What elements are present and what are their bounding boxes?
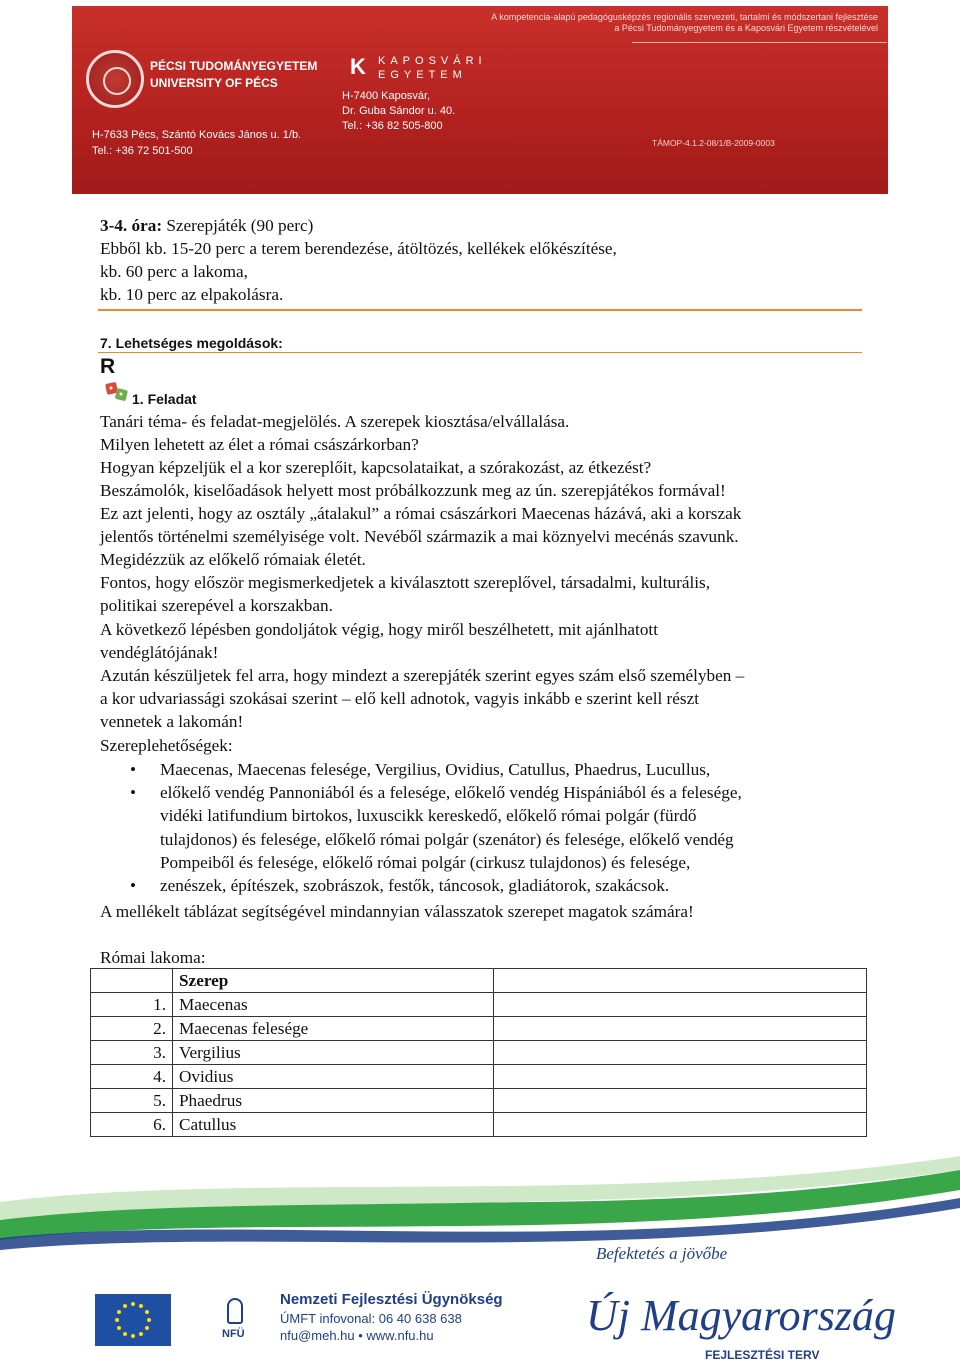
paragraph-line: Beszámolók, kiselőadások helyett most próbálkozzunk meg az ún. szerepjátékos formával! [100,481,726,500]
paragraph-line: politikai szerepével a korszakban. [100,596,333,615]
role-line: vidéki latifundium birtokos, luxuscikk kereskedő, előkelő római polgár (fürdő [160,806,697,826]
paragraph-line: Hogyan képzeljük el a kor szereplőit, kapcsolataikat, a szórakozást, az étkezést? [100,458,652,477]
ke-name-line: EGYETEM [378,69,467,81]
header-tagline [491,12,878,34]
page-header-banner [72,6,888,194]
ke-address [342,89,455,134]
paragraph-line: jelentős történelmi személyisége volt. Nevéből származik a mai köznyelvi mecénás szavunk. [100,527,739,546]
nfu-contact-block [280,1310,462,1344]
table-num-cell: 6. [91,1113,173,1137]
role-line: Pompeiből és felesége, előkelő római polgár (cirkusz tulajdonos) és felesége, [160,852,691,872]
table-cell [494,1017,867,1041]
table-header-cell [173,969,494,993]
table-num-cell: 4. [91,1065,173,1089]
paragraph-line: Megidézzük az előkelő rómaiak életét. [100,550,366,569]
footer-wave-graphic [0,1150,960,1270]
table-cell [494,1113,867,1137]
paragraph-line: Azután készüljetek fel arra, hogy mindezt a szerepjáték szerint egyes szám első személyben – [100,666,745,685]
ke-phone: Tel.: +36 82 505-800 [342,120,443,132]
section-heading: 7. Lehetséges megoldások: [100,335,283,351]
table-row [91,1113,867,1137]
role-line: • Maecenas, Maecenas felesége, Vergilius, Ovidius, Catullus, Phaedrus, Lucullus, [160,760,711,779]
paragraph-line: Tanári téma- és feladat-megjelölés. A szerepek kiosztása/elvállalása. [100,412,570,431]
table-cell [91,969,173,993]
tamop-code: TÁMOP-4.1.2-08/1/B-2009-0003 [652,138,775,148]
header-tagline-line: a Pécsi Tudományegyetem és a Kaposvári Egyetem részvételével [614,23,878,33]
pte-name-hu: PÉCSI TUDOMÁNYEGYETEM [150,59,318,73]
table-role-cell: Vergilius [173,1041,494,1065]
paragraph-line: Ez azt jelenti, hogy az osztály „átalakul” a római császárkori Maecenas házává, aki a korszak [100,504,742,523]
paragraph-line: a kor udvariassági szokásai szerint – elő kell adnotok, vagyis inkább e szerint kell részt [100,689,699,708]
nfu-phone: ÚMFT infovonal: 06 40 638 638 [280,1311,462,1326]
table-role-cell: Ovidius [173,1065,494,1089]
paragraph-line: Szereplehetőségek: [100,736,233,755]
role-list-item [100,874,742,897]
ke-address-line: H-7400 Kaposvár, [342,90,431,102]
uj-magyarorszag-sub: FEJLESZTÉSI TERV [705,1348,820,1362]
pte-name-en: UNIVERSITY OF PÉCS [150,76,278,90]
pte-address-line: H-7633 Pécs, Szántó Kovács János u. 1/b. [92,129,302,141]
table-num-cell: 5. [91,1089,173,1113]
table-cell [494,993,867,1017]
table-cell [494,1089,867,1113]
role-line: tulajdonos) és felesége, előkelő római polgár (szenátor) és felesége, előkelő vendég [160,829,734,849]
table-header-text: Szerep [179,970,229,990]
closing-line: A mellékelt táblázat segítségével mindannyian válasszatok szerepet magatok számára! [100,902,694,921]
task-dice-icon [104,380,130,402]
time-line: kb. 10 perc az elpakolásra. [100,285,284,304]
role-line: • előkelő vendég Pannoniából és a felesége, előkelő vendég Hispániából és a felesége, [160,783,742,803]
pte-address [92,127,301,159]
ke-address-line: Dr. Guba Sándor u. 40. [342,105,456,117]
paragraph-line: A következő lépésben gondoljátok végig, hogy miről beszélhetett, mit ajánlhatott [100,620,658,639]
uj-magyarorszag-logo: Új Magyarország [586,1291,897,1340]
ke-name [378,54,487,82]
table-header-row [91,969,867,993]
table-row [91,1041,867,1065]
task-heading: 1. Feladat [132,391,197,407]
role-line: • zenészek, építészek, szobrászok, festők, táncosok, gladiátorok, szakácsok. [160,876,670,896]
pte-name [150,58,317,92]
nfu-logo-icon [222,1292,250,1346]
table-role-cell: Maecenas felesége [173,1017,494,1041]
roles-table [90,968,867,1137]
paragraph-line: Milyen lehetett az élet a római császárkorban? [100,435,419,454]
nfu-logo-text: NFÜ [222,1328,245,1340]
table-cell [494,1065,867,1089]
section-subrule [98,352,862,353]
nfu-name: Nemzeti Fejlesztési Ügynökség [280,1291,503,1308]
header-tagline-line: A kompetencia-alapú pedagógusképzés regionális szervezeti, tartalmi és módszertani fejlesztése [491,12,878,22]
university-seal-icon [86,50,144,108]
role-list-item [100,758,742,781]
nfu-contact: nfu@meh.hu • www.nfu.hu [280,1328,434,1343]
table-row [91,1089,867,1113]
table-role-cell: Catullus [173,1113,494,1137]
table-row [91,1065,867,1089]
eu-flag-icon [95,1294,171,1346]
section-rule [98,309,862,311]
lesson-label: 3-4. óra: [100,216,163,235]
table-role-cell: Maecenas [173,993,494,1017]
time-line: Ebből kb. 15-20 perc a terem berendezése, átöltözés, kellékek előkészítése, [100,239,617,258]
paragraph-line: Fontos, hogy először megismerkedjetek a kiválasztott szereplővel, társadalmi, kulturális, [100,573,710,592]
ke-name-line: KAPOSVÁRI [378,55,487,67]
header-divider [632,42,887,43]
r-mark: R [100,355,116,378]
paragraph-line: vendéglátójának! [100,643,219,662]
time-line: kb. 60 perc a lakoma, [100,262,248,281]
role-list [100,758,742,897]
table-row [91,993,867,1017]
pte-phone: Tel.: +36 72 501-500 [92,145,193,157]
table-cell [494,969,867,993]
table-num-cell: 2. [91,1017,173,1041]
page-footer [0,1150,960,1366]
table-num-cell: 3. [91,1041,173,1065]
lesson-title [100,214,313,237]
table-row [91,1017,867,1041]
lesson-title-text: Szerepjáték (90 perc) [162,216,314,235]
ke-logo-icon: K [350,54,366,79]
table-cell [494,1041,867,1065]
role-list-item [100,781,742,874]
table-caption: Római lakoma: [100,948,206,967]
table-role-cell: Phaedrus [173,1089,494,1113]
paragraph-line: vennetek a lakomán! [100,712,244,731]
footer-slogan: Befektetés a jövőbe [596,1244,728,1263]
table-num-cell: 1. [91,993,173,1017]
